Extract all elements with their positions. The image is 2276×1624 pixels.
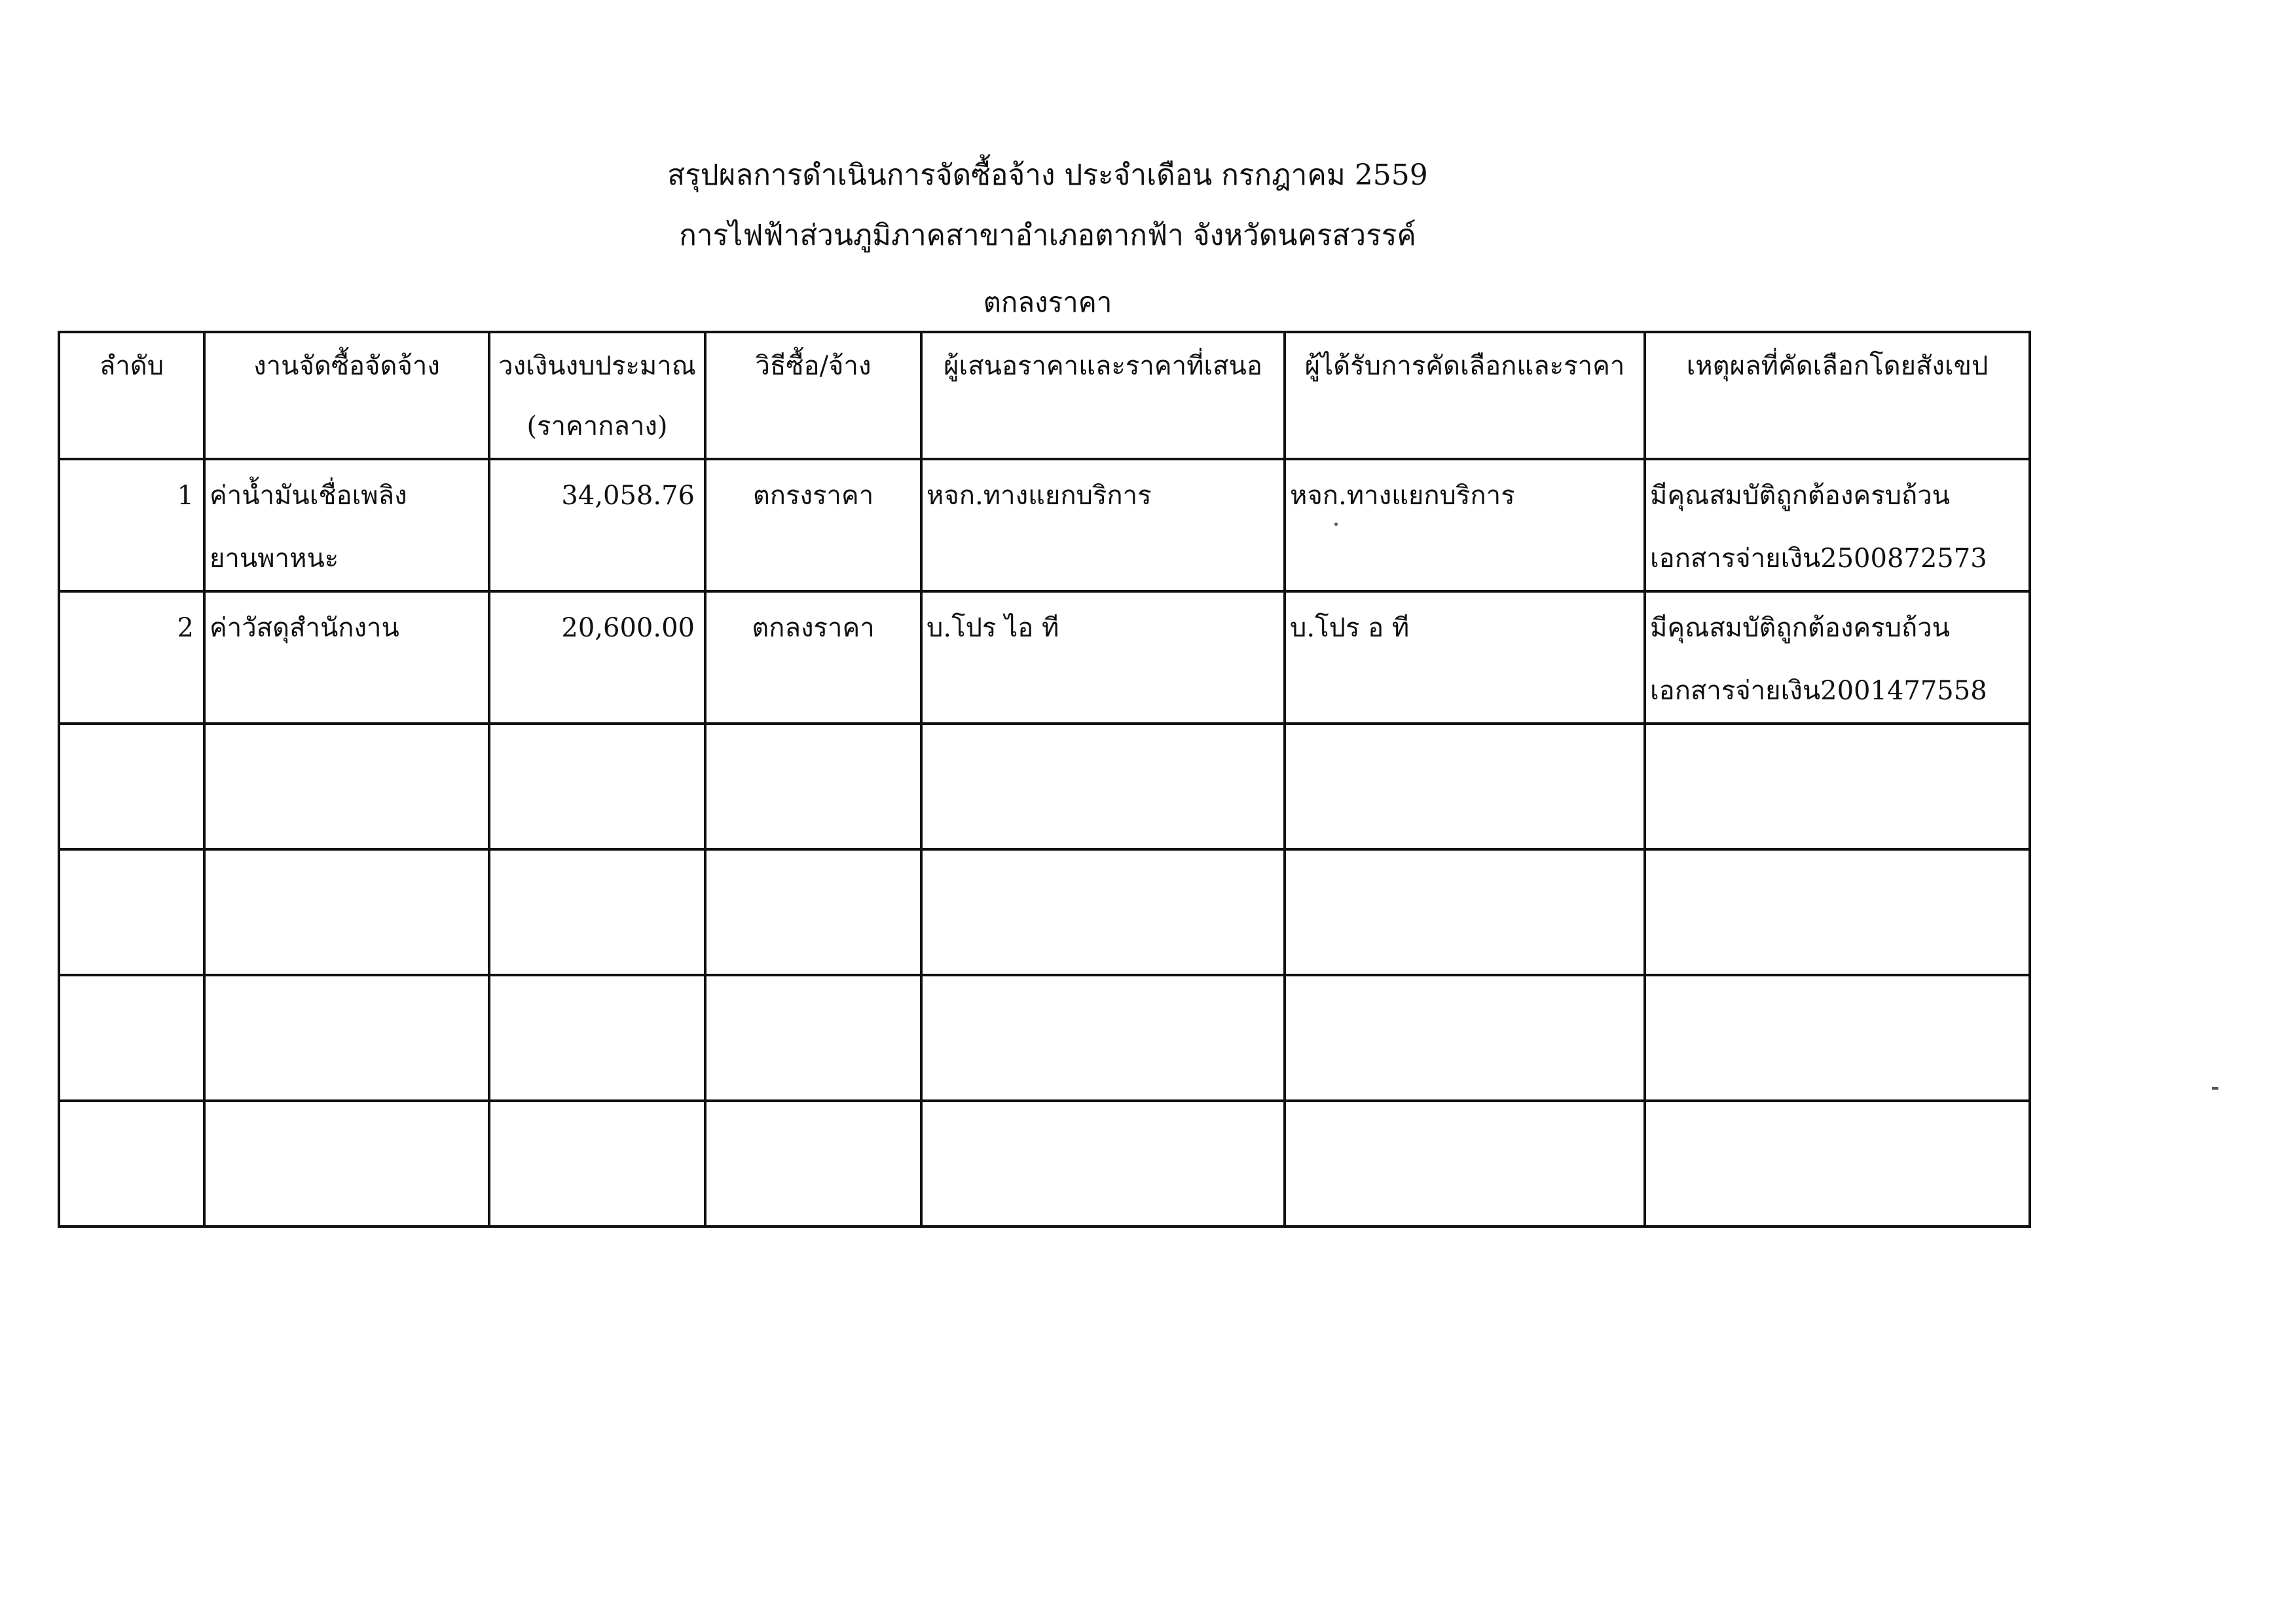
row-item-line2: ยานพาหนะ (210, 544, 339, 574)
row-item (204, 459, 489, 591)
empty-cell (489, 975, 705, 1101)
empty-cell (204, 849, 489, 975)
empty-cell (204, 1101, 489, 1227)
procurement-summary-table (58, 331, 2031, 1228)
header-budget (489, 332, 705, 459)
empty-table-row (59, 1101, 2030, 1227)
header-selected: ผู้ได้รับการคัดเลือกและราคา (1285, 332, 1645, 459)
row-reason-line2: เอกสารจ่ายเงิน2500872573 (1650, 544, 1987, 574)
empty-cell (59, 849, 204, 975)
empty-cell (705, 975, 921, 1101)
row-bidder: หจก.ทางแยกบริการ (921, 459, 1285, 591)
empty-table-row (59, 975, 2030, 1101)
header-item: งานจัดซื้อจัดจ้าง (204, 332, 489, 459)
header-reason: เหตุผลที่คัดเลือกโดยสังเขป (1645, 332, 2030, 459)
empty-cell (204, 724, 489, 849)
empty-cell (1645, 849, 2030, 975)
header-budget-line2: (ราคากลาง) (526, 411, 668, 441)
empty-table-row (59, 849, 2030, 975)
empty-table-row (59, 724, 2030, 849)
row-budget: 34,058.76 (489, 459, 705, 591)
empty-cell (1645, 724, 2030, 849)
empty-cell (705, 1101, 921, 1227)
table-row (59, 591, 2030, 724)
row-selected: หจก.ทางแยกบริการ (1285, 459, 1645, 591)
document-title: สรุปผลการดำเนินการจัดซื้อจ้าง ประจำเดือน กรกฎาคม 2559 (667, 158, 1428, 192)
row-budget: 20,600.00 (489, 591, 705, 724)
header-method: วิธีซื้อ/จ้าง (705, 332, 921, 459)
empty-cell (1285, 1101, 1645, 1227)
empty-cell (1285, 975, 1645, 1101)
row-reason-line1: มีคุณสมบัติถูกต้องครบถ้วน (1650, 481, 1951, 511)
empty-cell (1285, 724, 1645, 849)
empty-cell (921, 1101, 1285, 1227)
empty-cell (489, 724, 705, 849)
row-reason-line1: มีคุณสมบัติถูกต้องครบถ้วน (1650, 613, 1951, 643)
empty-cell (489, 849, 705, 975)
row-method: ตกรงราคา (705, 459, 921, 591)
row-selected: บ.โปร อ ที (1285, 591, 1645, 724)
procurement-method-heading: ตกลงราคา (983, 286, 1112, 318)
empty-cell (59, 724, 204, 849)
row-bidder: บ.โปร ไอ ที (921, 591, 1285, 724)
empty-cell (921, 849, 1285, 975)
header-no: ลำดับ (59, 332, 204, 459)
empty-cell (59, 975, 204, 1101)
scan-speck (2212, 1087, 2218, 1090)
header-bidders: ผู้เสนอราคาและราคาที่เสนอ (921, 332, 1285, 459)
row-reason (1645, 591, 2030, 724)
empty-cell (59, 1101, 204, 1227)
scan-speck (1334, 523, 1338, 526)
empty-cell (204, 975, 489, 1101)
row-method: ตกลงราคา (705, 591, 921, 724)
row-item-line1: ค่าน้ำมันเชื่อเพลิง (210, 481, 407, 511)
row-no: 2 (59, 591, 204, 724)
empty-cell (921, 724, 1285, 849)
header-budget-line1: วงเงินงบประมาณ (498, 351, 696, 381)
empty-cell (921, 975, 1285, 1101)
empty-cell (1645, 1101, 2030, 1227)
empty-cell (705, 849, 921, 975)
table-row (59, 459, 2030, 591)
row-reason-line2: เอกสารจ่ายเงิน2001477558 (1650, 676, 1987, 706)
table-header-row (59, 332, 2030, 459)
row-reason (1645, 459, 2030, 591)
empty-cell (705, 724, 921, 849)
row-no: 1 (59, 459, 204, 591)
empty-cell (1645, 975, 2030, 1101)
row-item (204, 591, 489, 724)
empty-cell (1285, 849, 1645, 975)
row-item-line1: ค่าวัสดุสำนักงาน (210, 613, 399, 643)
organization-name: การไฟฟ้าส่วนภูมิภาคสาขาอำเภอตากฟ้า จังหวัดนครสวรรค์ (679, 219, 1416, 252)
empty-cell (489, 1101, 705, 1227)
